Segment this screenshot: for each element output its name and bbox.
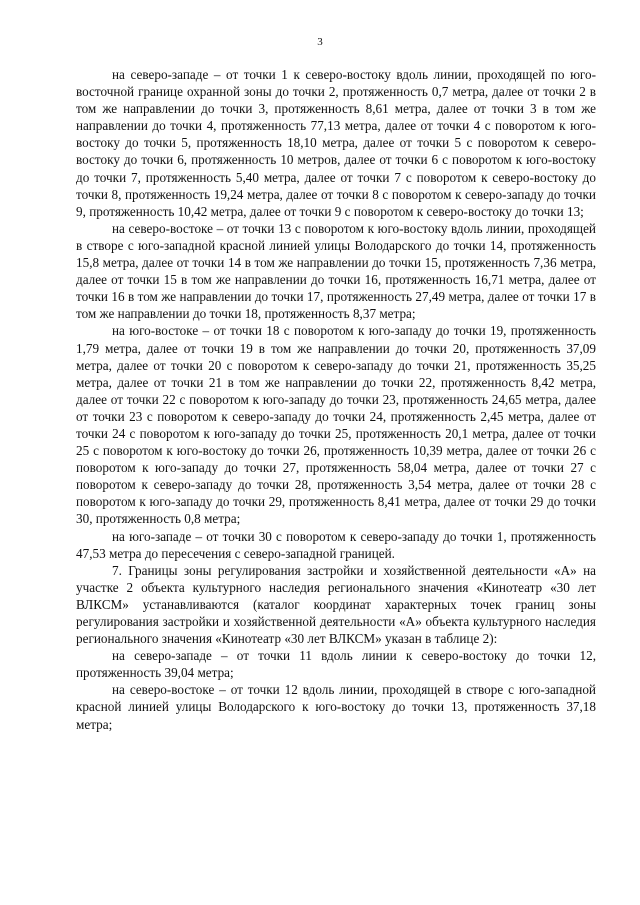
- paragraph-northeast-boundary: на северо-востоке – от точки 13 с поворотом к юго-востоку вдоль линии, проходящей в створе с юго-западной красной линией улицы Володарского до точки 14, протяженность 15,8 метра, далее от точки 14 в том же направлении до точки 15, протяженность 7,36 метра, далее от точки 15 в том же направлении до точки 16, протяженность 16,71 метра, далее от точки 16 в том же направлении до точки 17, протяженность 27,49 метра, далее от точки 17 в том же направлении до точки 18, протяженность 8,37 метра;: [76, 220, 596, 322]
- page-number: 3: [317, 36, 323, 48]
- paragraph-southwest-boundary: на юго-западе – от точки 30 с поворотом к северо-западу до точки 1, протяженность 47,53 метра до пересечения с северо-западной границей.: [76, 528, 596, 561]
- paragraph-site2-northeast: на северо-востоке – от точки 12 вдоль линии, проходящей в створе с юго-западной красной линией улицы Володарского к юго-востоку до точки 13, протяженность 37,18 метра;: [76, 682, 596, 732]
- paragraph-northwest-boundary: на северо-западе – от точки 1 к северо-востоку вдоль линии, проходящей по юго-восточной границе охранной зоны до точки 2, протяженность 0,7 метра, далее от точки 2 в том же направлении до точки 3, протяженность 8,61 метра, далее от точки 3 в том же направлении до точки 4, протяженность 77,13 метра, далее от точки 4 с поворотом к юго-востоку до точки 5, протяженность 18,10 метра, далее от точки 5 с поворотом к северо-востоку до точки 6, протяженность 10 метров, далее от точки 6 с поворотом к юго-востоку до точки 7, протяженность 5,40 метра, далее от точки 7 с поворотом к северо-востоку до точки 8, протяженность 19,24 метра, далее от точки 8 с поворотом к северо-западу до точки 9, протяженность 10,42 метра, далее от точки 9 с поворотом к северо-востоку до точки 13;: [76, 67, 596, 219]
- paragraph-section-7: 7. Границы зоны регулирования застройки и хозяйственной деятельности «А» на участке 2 объекта культурного наследия регионального значения «Кинотеатр «30 лет ВЛКСМ» устанавливаются (каталог координат характерных точек границ зоны регулирования застройки и хозяйственной деятельности «А» объекта культурного наследия регионального значения «Кинотеатр «30 лет ВЛКСМ» указан в таблице 2):: [76, 562, 596, 647]
- paragraph-southeast-boundary: на юго-востоке – от точки 18 с поворотом к юго-западу до точки 19, протяженность 1,79 метра, далее от точки 19 в том же направлении до точки 20, протяженность 37,09 метра, далее от точки 20 с поворотом к северо-западу до точки 21, протяженность 35,25 метра, далее от точки 21 в том же направлении до точки 22, протяженность 8,42 метра, далее от точки 22 с поворотом к юго-западу до точки 23, протяженность 24,65 метра, далее от точки 23 с поворотом к северо-западу до точки 24, протяженность 2,45 метра, далее от точки 24 с поворотом к юго-западу до точки 25, протяженность 20,1 метра, далее от точки 25 с поворотом к юго-востоку до точки 26, протяженность 10,39 метра, далее от точки 26 с поворотом к юго-западу до точки 27, протяженность 58,04 метра, далее от точки 27 с поворотом к северо-западу до точки 28, протяженность 3,54 метра, далее от точки 28 с поворотом к юго-западу до точки 29, протяженность 8,41 метра, далее от точки 29 до точки 30, протяженность 0,8 метра;: [76, 323, 596, 527]
- paragraph-site2-northwest: на северо-западе – от точки 11 вдоль линии к северо-востоку до точки 12, протяженность 39,04 метра;: [76, 648, 596, 681]
- document-body: [76, 66, 596, 733]
